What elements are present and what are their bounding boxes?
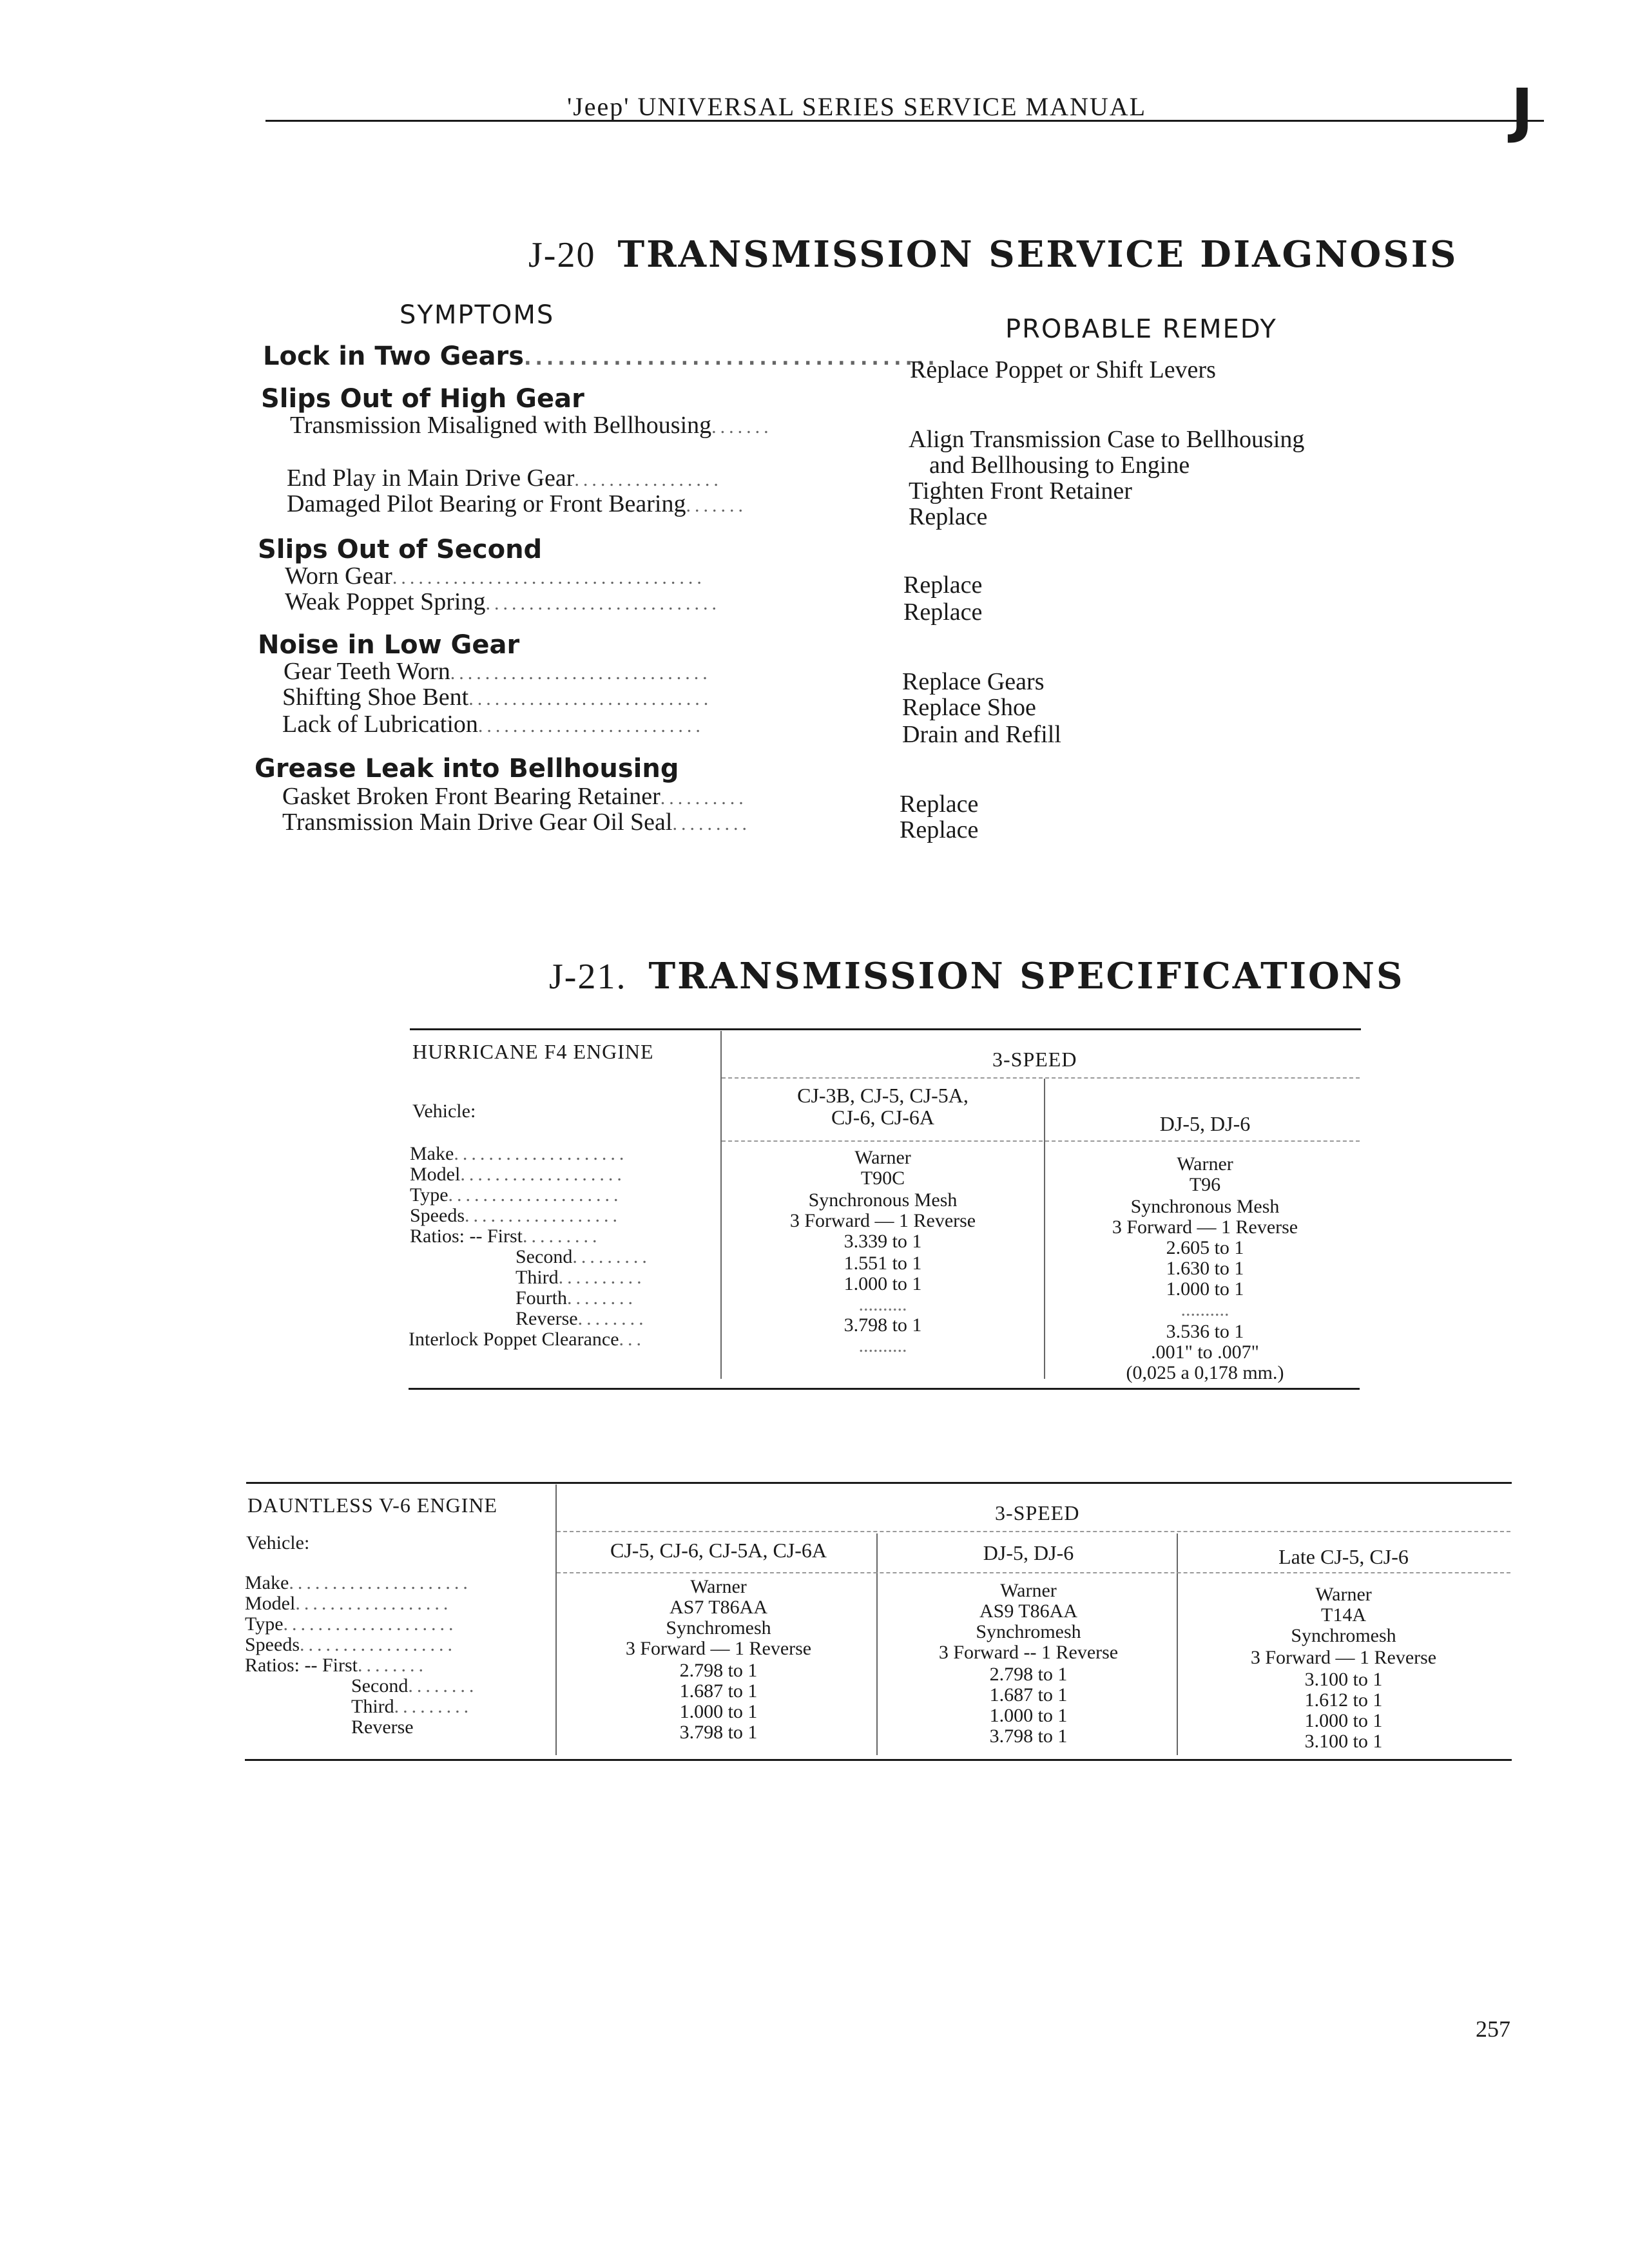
table1-row-label: Ratios: -- First......... bbox=[410, 1225, 601, 1247]
table2-col2-first: 2.798 to 1 bbox=[989, 1664, 1068, 1685]
table1-row-label: Model................... bbox=[410, 1164, 626, 1185]
table1-col1-second: 1.551 to 1 bbox=[843, 1253, 922, 1274]
remedy-text: Replace Shoe bbox=[902, 694, 1036, 721]
table2-row-label: Second........ bbox=[351, 1675, 478, 1696]
table1-dash-rule bbox=[722, 1140, 1360, 1142]
symptom-item: Transmission Misaligned with Bellhousing....... bbox=[290, 412, 773, 439]
table2-vehicle-label: Vehicle: bbox=[246, 1532, 310, 1553]
section-letter: J bbox=[1511, 76, 1534, 145]
specs-title-text: TRANSMISSION SPECIFICATIONS bbox=[648, 955, 1405, 997]
table1-top-rule bbox=[410, 1028, 1361, 1030]
table2-col3-model: T14A bbox=[1321, 1604, 1366, 1626]
table1-col2-type: Synchronous Mesh bbox=[1130, 1196, 1280, 1217]
table2-col3-third: 1.000 to 1 bbox=[1304, 1710, 1383, 1731]
table2-bottom-rule bbox=[245, 1759, 1512, 1761]
table2-col3-first: 3.100 to 1 bbox=[1304, 1669, 1383, 1690]
remedy-text: Replace Gears bbox=[902, 668, 1045, 695]
table1-divider bbox=[1044, 1079, 1045, 1379]
table2-row-label: Ratios: -- First........ bbox=[245, 1655, 428, 1676]
symptom-item: Worn Gear.................................... bbox=[285, 562, 706, 590]
table2-engine: DAUNTLESS V-6 ENGINE bbox=[247, 1494, 497, 1517]
table2-col3-vehicle: Late CJ-5, CJ-6 bbox=[1278, 1545, 1409, 1568]
table2-col2-third: 1.000 to 1 bbox=[989, 1705, 1068, 1726]
specs-title bbox=[549, 955, 1404, 997]
symptom-heading: Slips Out of High Gear bbox=[261, 384, 584, 414]
symptoms-column-heading: SYMPTOMS bbox=[400, 300, 555, 330]
remedy-text-continued: and Bellhousing to Engine bbox=[929, 452, 1190, 479]
table1-row-label: Third.......... bbox=[516, 1267, 646, 1288]
table1-col2-model: T96 bbox=[1189, 1174, 1221, 1195]
table1-col1-first: 3.339 to 1 bbox=[843, 1231, 922, 1252]
table1-col1-speeds: 3 Forward — 1 Reverse bbox=[789, 1210, 976, 1231]
table2-col3-reverse: 3.100 to 1 bbox=[1304, 1731, 1383, 1752]
table1-col2-vehicle: DJ-5, DJ-6 bbox=[1159, 1112, 1251, 1135]
table1-row-label: Reverse........ bbox=[516, 1308, 648, 1329]
symptom-item: End Play in Main Drive Gear................. bbox=[287, 465, 722, 492]
symptom-item: Lack of Lubrication.......................... bbox=[282, 711, 704, 738]
symptom-heading: Lock in Two Gears..................................... bbox=[263, 341, 939, 371]
table1-row-label: Type.................... bbox=[410, 1184, 622, 1206]
diagnosis-title-text: TRANSMISSION SERVICE DIAGNOSIS bbox=[617, 233, 1458, 276]
table1-col2-make: Warner bbox=[1177, 1153, 1233, 1175]
table1-col2-reverse: 3.536 to 1 bbox=[1166, 1321, 1244, 1342]
symptom-item: Damaged Pilot Bearing or Front Bearing....... bbox=[287, 490, 747, 517]
table2-row-label: Model.................. bbox=[245, 1593, 452, 1614]
table2-col2-type: Synchromesh bbox=[976, 1621, 1081, 1642]
table1-divider bbox=[720, 1031, 722, 1379]
table2-divider bbox=[876, 1533, 878, 1755]
table2-col2-reverse: 3.798 to 1 bbox=[989, 1725, 1068, 1747]
symptom-heading: Noise in Low Gear bbox=[258, 630, 520, 660]
table1-vehicle-label: Vehicle: bbox=[412, 1100, 476, 1122]
remedy-text: Replace bbox=[909, 503, 988, 530]
specs-title-number: J-21. bbox=[549, 957, 627, 997]
table1-dash-rule bbox=[722, 1077, 1360, 1079]
remedy-text: Align Transmission Case to Bellhousing bbox=[909, 426, 1305, 453]
table1-col1-model: T90C bbox=[860, 1168, 905, 1189]
table1-col2-interlock: .001" to .007" bbox=[1151, 1341, 1259, 1363]
table2-divider bbox=[555, 1485, 557, 1755]
remedy-text: Replace Poppet or Shift Levers bbox=[910, 356, 1216, 383]
table2-row-label: Speeds.................. bbox=[245, 1634, 456, 1655]
page-number: 257 bbox=[1476, 2016, 1510, 2042]
table1-row-label: Interlock Poppet Clearance... bbox=[409, 1329, 646, 1350]
symptom-item: Transmission Main Drive Gear Oil Seal......... bbox=[282, 809, 751, 836]
table2-col1-model: AS7 T86AA bbox=[670, 1597, 767, 1618]
diagnosis-title bbox=[528, 233, 1458, 276]
table2-row-label: Reverse bbox=[351, 1716, 414, 1738]
table1-col2-second: 1.630 to 1 bbox=[1166, 1258, 1244, 1279]
remedy-text: Replace bbox=[903, 572, 983, 599]
running-header: 'Jeep' UNIVERSAL SERIES SERVICE MANUAL bbox=[567, 92, 1147, 121]
table2-col1-speeds: 3 Forward — 1 Reverse bbox=[625, 1638, 812, 1659]
table2-top-rule bbox=[246, 1482, 1512, 1484]
table1-bottom-rule bbox=[409, 1388, 1360, 1390]
table2-col2-model: AS9 T86AA bbox=[979, 1600, 1077, 1622]
table1-col2-fourth: .......... bbox=[1181, 1299, 1229, 1320]
table2-col3-second: 1.612 to 1 bbox=[1304, 1689, 1383, 1711]
diagnosis-title-number: J-20 bbox=[528, 235, 596, 275]
remedy-text: Tighten Front Retainer bbox=[909, 477, 1132, 505]
remedy-column-heading: PROBABLE REMEDY bbox=[1005, 314, 1277, 344]
symptom-item: Weak Poppet Spring........................... bbox=[285, 588, 720, 615]
table1-col2-third: 1.000 to 1 bbox=[1166, 1278, 1244, 1300]
table1-col1-vehicle: CJ-3B, CJ-5, CJ-5A, bbox=[797, 1084, 969, 1107]
remedy-text: Replace bbox=[903, 599, 983, 626]
table2-col1-make: Warner bbox=[690, 1576, 747, 1597]
table2-col1-second: 1.687 to 1 bbox=[679, 1680, 758, 1702]
table1-col1-reverse: 3.798 to 1 bbox=[843, 1314, 922, 1336]
table1-col1-interlock: .......... bbox=[858, 1335, 907, 1356]
table1-col1-fourth: .......... bbox=[858, 1294, 907, 1315]
table1-col2-first: 2.605 to 1 bbox=[1166, 1237, 1244, 1258]
table1-speed: 3-SPEED bbox=[992, 1048, 1077, 1071]
table2-col1-first: 2.798 to 1 bbox=[679, 1660, 758, 1681]
table2-col2-second: 1.687 to 1 bbox=[989, 1684, 1068, 1706]
table2-dash-rule bbox=[557, 1531, 1510, 1532]
table1-col2-interlock-metric: (0,025 a 0,178 mm.) bbox=[1126, 1362, 1284, 1383]
table2-col1-type: Synchromesh bbox=[666, 1617, 771, 1639]
table1-row-label: Make.................... bbox=[410, 1143, 628, 1164]
table2-col2-vehicle: DJ-5, DJ-6 bbox=[983, 1541, 1074, 1564]
table1-col1-make: Warner bbox=[854, 1147, 911, 1168]
table1-col1-third: 1.000 to 1 bbox=[843, 1273, 922, 1294]
symptom-item: Gear Teeth Worn.............................. bbox=[284, 658, 711, 685]
table2-row-label: Make..................... bbox=[245, 1572, 472, 1593]
remedy-text: Replace bbox=[900, 791, 979, 818]
symptom-item: Shifting Shoe Bent............................ bbox=[282, 684, 713, 711]
symptom-heading: Grease Leak into Bellhousing bbox=[255, 754, 679, 783]
table1-row-label: Speeds.................. bbox=[410, 1205, 621, 1226]
table2-col1-vehicle: CJ-5, CJ-6, CJ-5A, CJ-6A bbox=[610, 1539, 827, 1562]
table2-col2-make: Warner bbox=[1000, 1580, 1057, 1601]
table1-engine: HURRICANE F4 ENGINE bbox=[412, 1040, 654, 1063]
table2-col3-type: Synchromesh bbox=[1291, 1625, 1396, 1646]
table2-row-label: Third......... bbox=[351, 1696, 473, 1717]
table2-col2-speeds: 3 Forward -- 1 Reverse bbox=[938, 1642, 1119, 1663]
table2-col1-third: 1.000 to 1 bbox=[679, 1701, 758, 1722]
symptom-heading: Slips Out of Second bbox=[258, 535, 543, 564]
table2-divider bbox=[1177, 1533, 1178, 1755]
table2-col3-speeds: 3 Forward — 1 Reverse bbox=[1250, 1647, 1437, 1668]
table2-speed: 3-SPEED bbox=[995, 1501, 1080, 1524]
table2-dash-rule bbox=[557, 1572, 1510, 1573]
table1-row-label: Fourth........ bbox=[516, 1287, 637, 1309]
symptom-item: Gasket Broken Front Bearing Retainer.......... bbox=[282, 783, 747, 810]
table2-col1-reverse: 3.798 to 1 bbox=[679, 1722, 758, 1743]
table1-col1-vehicle: CJ-6, CJ-6A bbox=[831, 1106, 934, 1129]
table1-col1-type: Synchronous Mesh bbox=[808, 1189, 958, 1211]
remedy-text: Drain and Refill bbox=[902, 721, 1061, 748]
table1-col2-speeds: 3 Forward — 1 Reverse bbox=[1112, 1216, 1298, 1238]
table2-row-label: Type.................... bbox=[245, 1613, 458, 1635]
table1-row-label: Second......... bbox=[516, 1246, 651, 1267]
table2-col3-make: Warner bbox=[1315, 1584, 1372, 1605]
remedy-text: Replace bbox=[900, 816, 979, 843]
